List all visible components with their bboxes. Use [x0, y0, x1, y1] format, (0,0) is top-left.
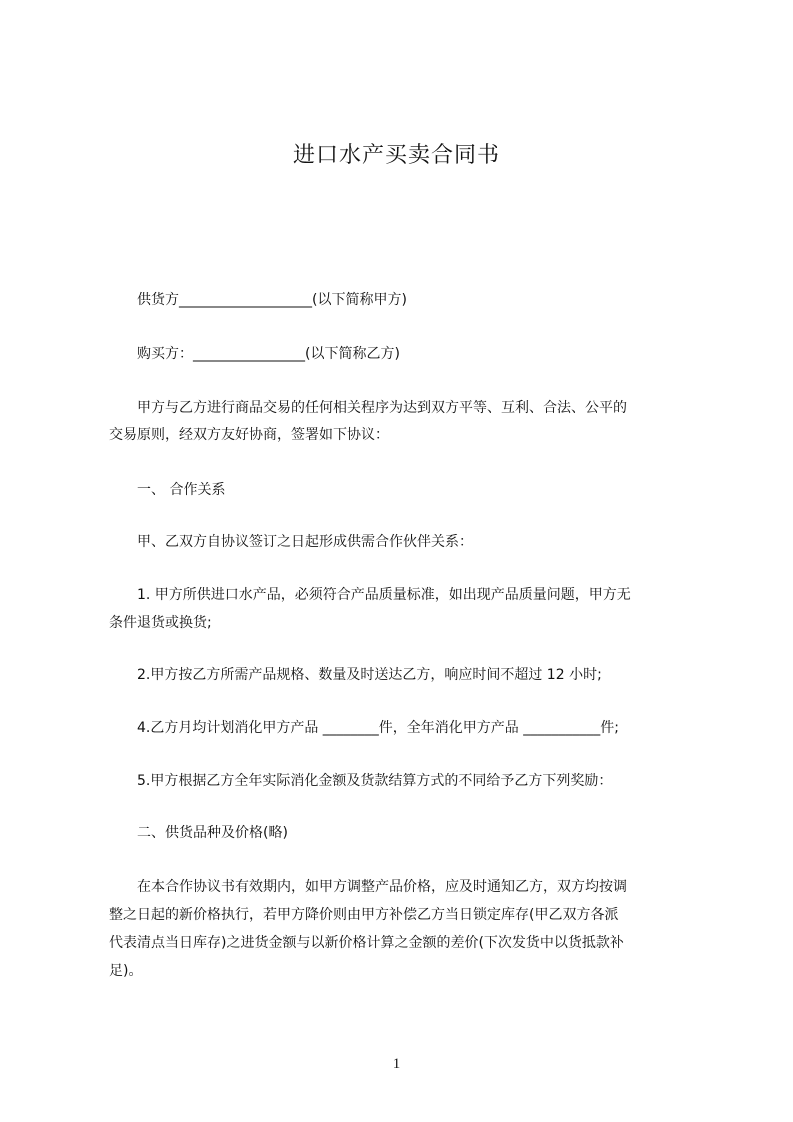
price-paragraph-line-2: 整之日起的新价格执行，若甲方降价则由甲方补偿乙方当日锁定库存(甲乙双方各派 [109, 907, 619, 923]
clause-5: 5.甲方根据乙方全年实际消化金额及货款结算方式的不同给予乙方下列奖励： [137, 773, 613, 789]
section-2-heading: 二、供货品种及价格(略) [137, 825, 288, 841]
document-title: 进口水产买卖合同书 [292, 143, 500, 168]
buyer-line: 购买方：________________(以下简称乙方) [137, 346, 400, 362]
supplier-line: 供货方___________________(以下简称甲方) [137, 292, 407, 308]
intro-paragraph-line-2: 交易原则，经双方友好协商，签署如下协议： [109, 427, 389, 443]
intro-paragraph-line-1: 甲方与乙方进行商品交易的任何相关程序为达到双方平等、互利、合法、公平的 [137, 400, 627, 416]
price-paragraph-line-1: 在本合作协议书有效期内，如甲方调整产品价格，应及时通知乙方，双方均按调 [137, 879, 627, 895]
clause-4: 4.乙方月均计划消化甲方产品 ________件，全年消化甲方产品 ___________件; [137, 720, 619, 736]
clause-1-line-1: 1. 甲方所供进口水产品，必须符合产品质量标准，如出现产品质量问题，甲方无 [137, 587, 631, 603]
section-1-heading: 一、 合作关系 [137, 482, 226, 498]
clause-1-line-2: 条件退货或换货; [109, 615, 212, 631]
page-number: 1 [392, 1056, 401, 1072]
section-1-intro: 甲、乙双方自协议签订之日起形成供需合作伙伴关系： [137, 534, 473, 550]
clause-2: 2.甲方按乙方所需产品规格、数量及时送达乙方，响应时间不超过 12 小时; [137, 667, 602, 683]
price-paragraph-line-3: 代表清点当日库存)之进货金额与以新价格计算之金额的差价(下次发货中以货抵款补 [109, 935, 624, 951]
price-paragraph-line-4: 足)。 [109, 963, 143, 979]
